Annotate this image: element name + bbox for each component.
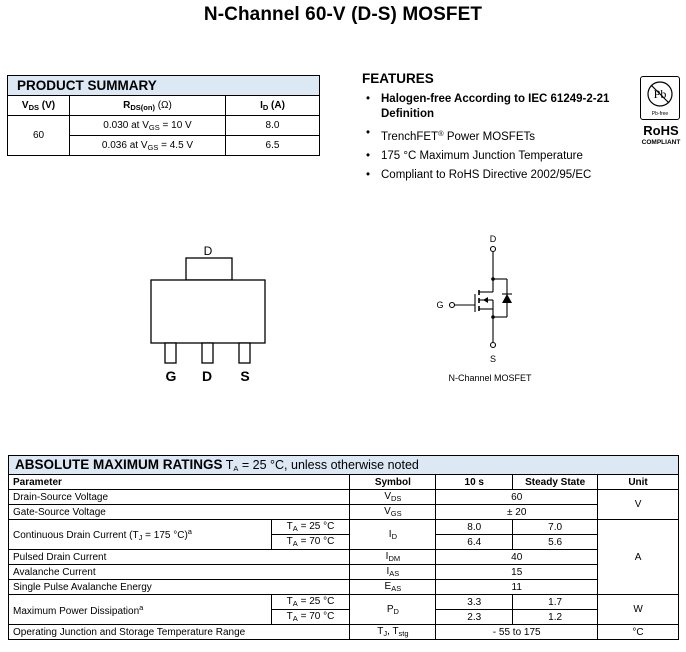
col-parameter: Parameter [9, 475, 350, 490]
page-title: N-Channel 60-V (D-S) MOSFET [203, 4, 483, 25]
feature-item: • Halogen-free According to IEC 61249-2-21 Definition [366, 93, 610, 120]
col-steady-state: Steady State [513, 475, 598, 490]
pb-free-text: Pb-free [651, 111, 669, 117]
features-heading: FEATURES [362, 71, 434, 86]
table-row: Single Pulse Avalanche Energy $E_{AS}$ 11 [9, 580, 679, 595]
package-tab-label: D [203, 244, 213, 258]
amr-heading: ABSOLUTE MAXIMUM RATINGS $T_A = 25$ °C, unless otherwise noted [9, 456, 679, 475]
feature-item: • TrenchFET® Power MOSFETs [366, 127, 536, 143]
gate-label: G [436, 300, 444, 310]
package-tab [186, 258, 232, 280]
package-drawing [148, 240, 278, 390]
vds-value: 60 [8, 116, 70, 156]
package-pin-s [239, 343, 250, 363]
feature-item: • Compliant to RoHS Directive 2002/95/EC [366, 169, 592, 181]
drain-label: D [489, 234, 497, 244]
table-row: Operating Junction and Storage Temperature Range $T_J$, $T_{stg}$ - 55 to 175 °C [9, 625, 679, 640]
table-row: Avalanche Current $I_{AS}$ 15 [9, 565, 679, 580]
col-rds: $R_{DS(on)}$ (Ω) [70, 96, 226, 116]
package-body [151, 280, 265, 343]
id-row-1: 8.0 [226, 116, 320, 136]
rds-row-2: 0.036 at $V_{GS} = 4.5$ V [70, 136, 226, 156]
rohs-compliant: COMPLIANT [641, 139, 681, 146]
col-vds: $V_{DS}$ (V) [8, 96, 70, 116]
package-pin-g [165, 343, 176, 363]
table-row: Gate-Source Voltage $V_{GS}$ ± 20 [9, 505, 679, 520]
table-row: $T_A = 70$ °C 2.3 1.2 [9, 610, 679, 625]
col-id: $I_D$ (A) [226, 96, 320, 116]
pb-symbol-text: Pb [653, 87, 667, 101]
package-pin-d [202, 343, 213, 363]
col-unit: Unit [598, 475, 679, 490]
table-row: $T_A = 70$ °C 6.4 5.6 [9, 535, 679, 550]
product-summary-heading: PRODUCT SUMMARY [8, 76, 320, 96]
id-row-2: 6.5 [226, 136, 320, 156]
symbol-caption: N-Channel MOSFET [448, 373, 532, 383]
col-10s: 10 s [436, 475, 513, 490]
package-pin-label: S [240, 368, 250, 384]
mosfet-symbol [425, 232, 525, 367]
pb-free-icon [641, 77, 679, 119]
rohs-label: RoHS [643, 123, 679, 138]
source-label: S [489, 354, 497, 364]
features-list [366, 92, 636, 187]
rds-row-1: 0.030 at $V_{GS} = 10$ V [70, 116, 226, 136]
table-row: Continuous Drain Current ($T_J = 175$ °C)$^a$ $T_A = 25$ °C $I_D$ 8.0 7.0 A [9, 520, 679, 535]
pb-free-badge [640, 76, 680, 120]
product-summary-table [7, 75, 320, 156]
package-pin-label: D [201, 368, 213, 384]
absolute-maximum-ratings-table [8, 455, 679, 640]
table-row: Drain-Source Voltage $V_{DS}$ 60 V [9, 490, 679, 505]
feature-item: • 175 °C Maximum Junction Temperature [366, 150, 583, 162]
package-pin-label: G [165, 368, 177, 384]
col-symbol: Symbol [350, 475, 436, 490]
table-row: Pulsed Drain Current $I_{DM}$ 40 [9, 550, 679, 565]
table-row: Maximum Power Dissipation$^a$ $T_A = 25$ °C $P_D$ 3.3 1.7 W [9, 595, 679, 610]
